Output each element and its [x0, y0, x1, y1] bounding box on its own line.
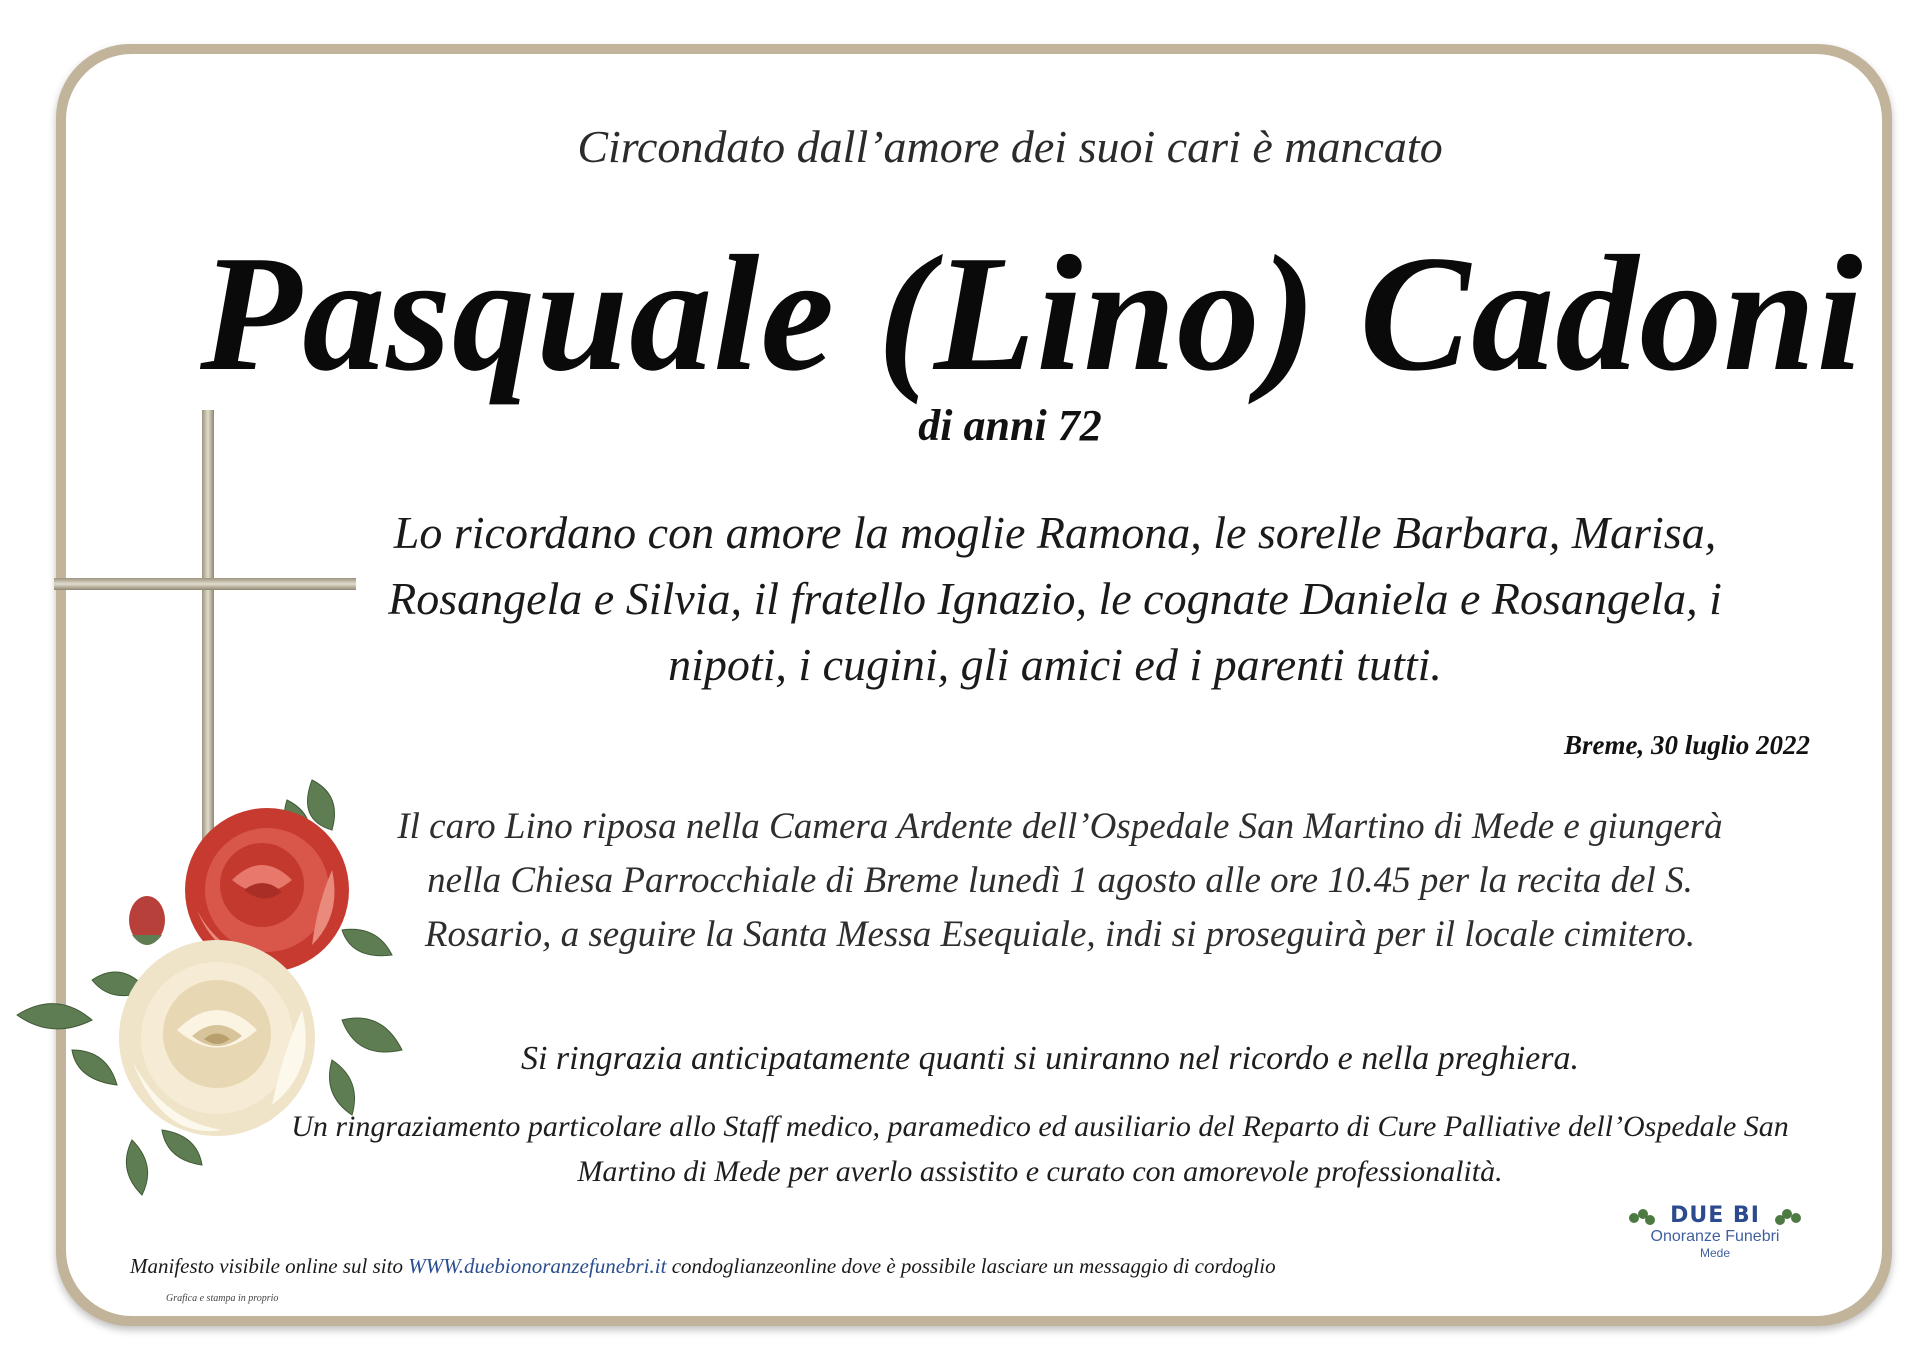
- footer-prefix: Manifesto visibile online sul sito: [130, 1254, 409, 1278]
- thanks-line: Si ringrazia anticipatamente quanti si uniranno nel ricordo e nella preghiera.: [520, 1040, 1580, 1077]
- footer-suffix: condoglianzeonline dove è possibile lasciare un messaggio di cordoglio: [666, 1254, 1276, 1278]
- logo-subtitle: Onoranze Funebri: [1650, 1228, 1780, 1245]
- footer-note: [130, 1254, 1276, 1279]
- funeral-home-logo: [1626, 1204, 1804, 1284]
- leaf-right-icon: [1774, 1206, 1804, 1228]
- place-date: Breme, 30 luglio 2022: [1563, 730, 1810, 760]
- age-line: di anni 72: [918, 401, 1102, 450]
- logo-title: DUE BI: [1670, 1203, 1760, 1228]
- funeral-arrangements: Il caro Lino riposa nella Camera Ardente dell’Ospedale San Martino di Mede e giungerà nella Chiesa Parrocchiale di Breme lunedì 1 agosto alle ore 10.45 per la recita del S. Rosario, a seguire la Santa Messa Esequiale, indi si proseguirà per il locale cimitero.: [397, 806, 1723, 955]
- website-link[interactable]: WWW.duebionoranzefunebri.it: [408, 1254, 667, 1278]
- logo-city: Mede: [1699, 1246, 1731, 1260]
- family-paragraph: Lo ricordano con amore la moglie Ramona, le sorelle Barbara, Marisa, Rosangela e Silvia, il fratello Ignazio, le cognate Daniela e Rosangela, i nipoti, i cugini, gli amici ed i parenti tutti.: [388, 507, 1722, 690]
- staff-thanks-paragraph: Un ringraziamento particolare allo Staff medico, paramedico ed ausiliario del Reparto di Cure Palliative dell’Ospedale San Martino di Mede per averlo assistito e curato con amorevole professionalità.: [291, 1110, 1789, 1188]
- intro-line: Circondato dall’amore dei suoi cari è mancato: [577, 121, 1443, 172]
- print-credit: Grafica e stampa in proprio: [166, 1293, 279, 1304]
- deceased-name: Pasquale (Lino) Cadoni: [200, 221, 1864, 405]
- leaf-left-icon: [1626, 1206, 1656, 1228]
